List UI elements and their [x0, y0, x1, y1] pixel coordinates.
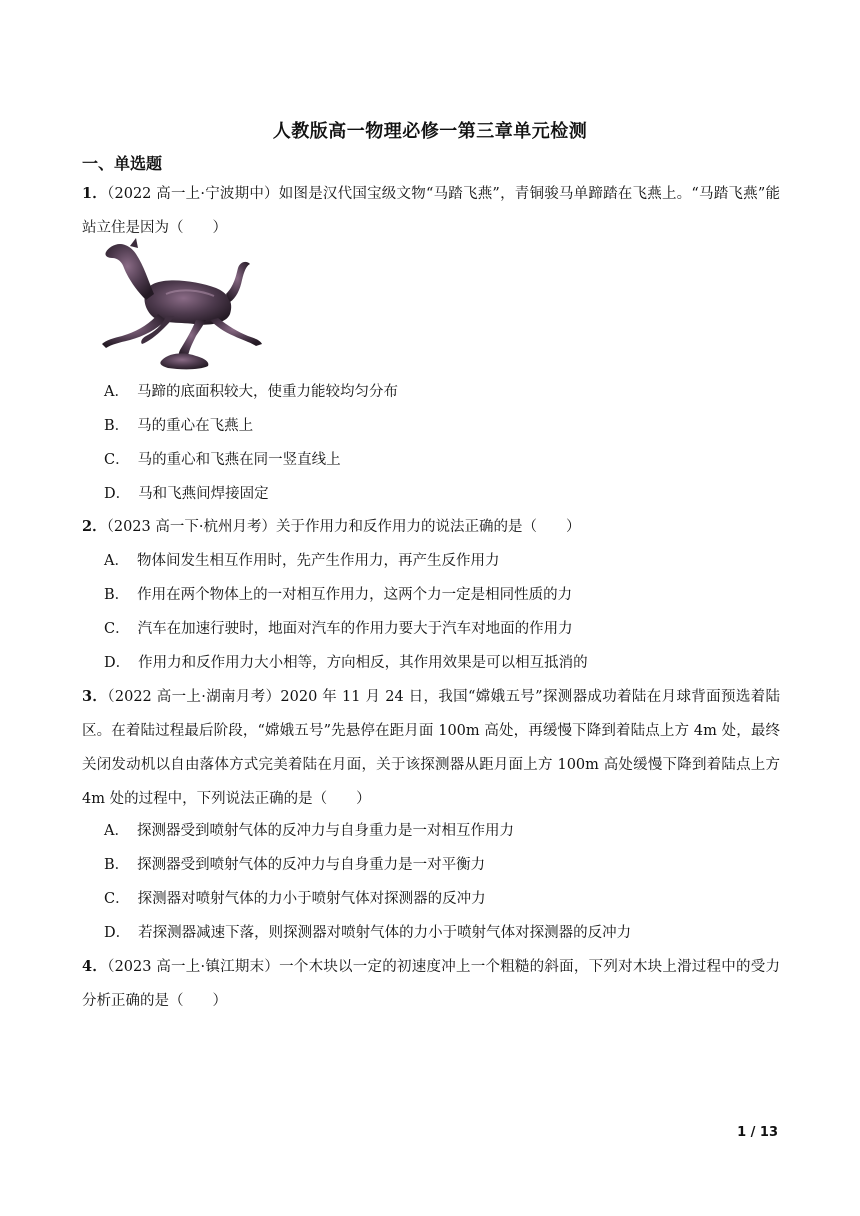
question-source: （2022 高一上·宁波期中）: [107, 186, 279, 202]
option-label: C．: [104, 621, 130, 637]
horse-statue-image: [96, 236, 268, 376]
option-text: 作用在两个物体上的一对相互作用力，这两个力一定是相同性质的力: [137, 587, 573, 603]
option-text: 马和飞燕间焊接固定: [138, 486, 269, 502]
question-1-option-b: [104, 416, 253, 436]
option-label: D．: [104, 655, 131, 671]
option-label: A．: [104, 553, 129, 569]
question-source: （2023 高一上·镇江期末）: [107, 959, 280, 975]
option-text: 汽车在加速行驶时，地面对汽车的作用力要大于汽车对地面的作用力: [137, 621, 573, 637]
option-label: B．: [104, 857, 130, 873]
question-number: 4．: [82, 958, 108, 975]
option-text: 物体间发生相互作用时，先产生作用力，再产生反作用力: [136, 553, 500, 569]
option-text: 马的重心在飞燕上: [137, 418, 254, 434]
question-3-option-b: [104, 855, 485, 875]
question-4-stem: [82, 950, 780, 1018]
option-label: A．: [104, 823, 129, 839]
question-3-option-a: [104, 821, 514, 841]
option-label: B．: [104, 587, 130, 603]
question-text: 一个木块以一定的初速度冲上一个粗糙的斜面，下列对木块上滑过程中的受力分析正确的是（ ）: [82, 959, 781, 1009]
option-text: 马的重心和飞燕在同一竖直线上: [137, 452, 341, 468]
question-text: 关于作用力和反作用力的说法正确的是（ ）: [275, 519, 581, 535]
option-text: 探测器受到喷射气体的反冲力与自身重力是一对相互作用力: [136, 823, 514, 839]
question-text: 2020 年 11 月 24 日，我国“嫦娥五号”探测器成功着陆在月球背面预选着陆区。在着陆过程最后阶段，“嫦娥五号”先悬停在距月面 100m 高处，再缓慢下降到着陆点上方 4m 处，最终关闭发动机以自由落体方式完美着陆在月面，关于该探测器从距月面上方 100m 高处缓慢下降到着陆点上方 4m 处的过程中，下列说法正确的是（ ）: [82, 689, 781, 807]
question-2-stem: [82, 510, 780, 544]
option-label: D．: [104, 486, 131, 502]
question-2-option-a: [104, 551, 499, 571]
option-label: C．: [104, 452, 130, 468]
question-1-option-d: [104, 484, 269, 504]
option-text: 探测器对喷射气体的力小于喷射气体对探测器的反冲力: [137, 891, 486, 907]
section-heading: 一、单选题: [82, 154, 163, 173]
page-number: 1 / 13: [737, 1125, 778, 1140]
question-number: 3．: [82, 688, 108, 705]
question-number: 1．: [82, 185, 108, 202]
option-label: B．: [104, 418, 130, 434]
question-source: （2023 高一下·杭州月考）: [106, 519, 276, 535]
option-text: 探测器受到喷射气体的反冲力与自身重力是一对平衡力: [137, 857, 486, 873]
question-3-stem: [82, 680, 780, 816]
option-text: 作用力和反作用力大小相等，方向相反，其作用效果是可以相互抵消的: [138, 655, 588, 671]
question-source: （2022 高一上·湖南月考）: [107, 689, 281, 705]
question-number: 2．: [82, 518, 107, 535]
question-1-option-a: [104, 382, 398, 402]
question-2-option-c: [104, 619, 573, 639]
option-label: D．: [104, 925, 131, 941]
page-title: 人教版高一物理必修一第三章单元检测: [272, 121, 588, 142]
question-text: 如图是汉代国宝级文物“马踏飞燕”，青铜骏马单蹄踏在飞燕上。“马踏飞燕”能站立住是因为（ ）: [82, 186, 780, 236]
question-3-option-c: [104, 889, 486, 909]
question-2-option-d: [104, 653, 588, 673]
question-1-option-c: [104, 450, 341, 470]
option-text: 若探测器减速下落，则探测器对喷射气体的力小于喷射气体对探测器的反冲力: [138, 925, 632, 941]
option-label: C．: [104, 891, 130, 907]
question-1-stem: [82, 177, 780, 245]
question-3-option-d: [104, 923, 631, 943]
question-2-option-b: [104, 585, 572, 605]
option-label: A．: [104, 384, 129, 400]
option-text: 马蹄的底面积较大，使重力能较均匀分布: [136, 384, 398, 400]
